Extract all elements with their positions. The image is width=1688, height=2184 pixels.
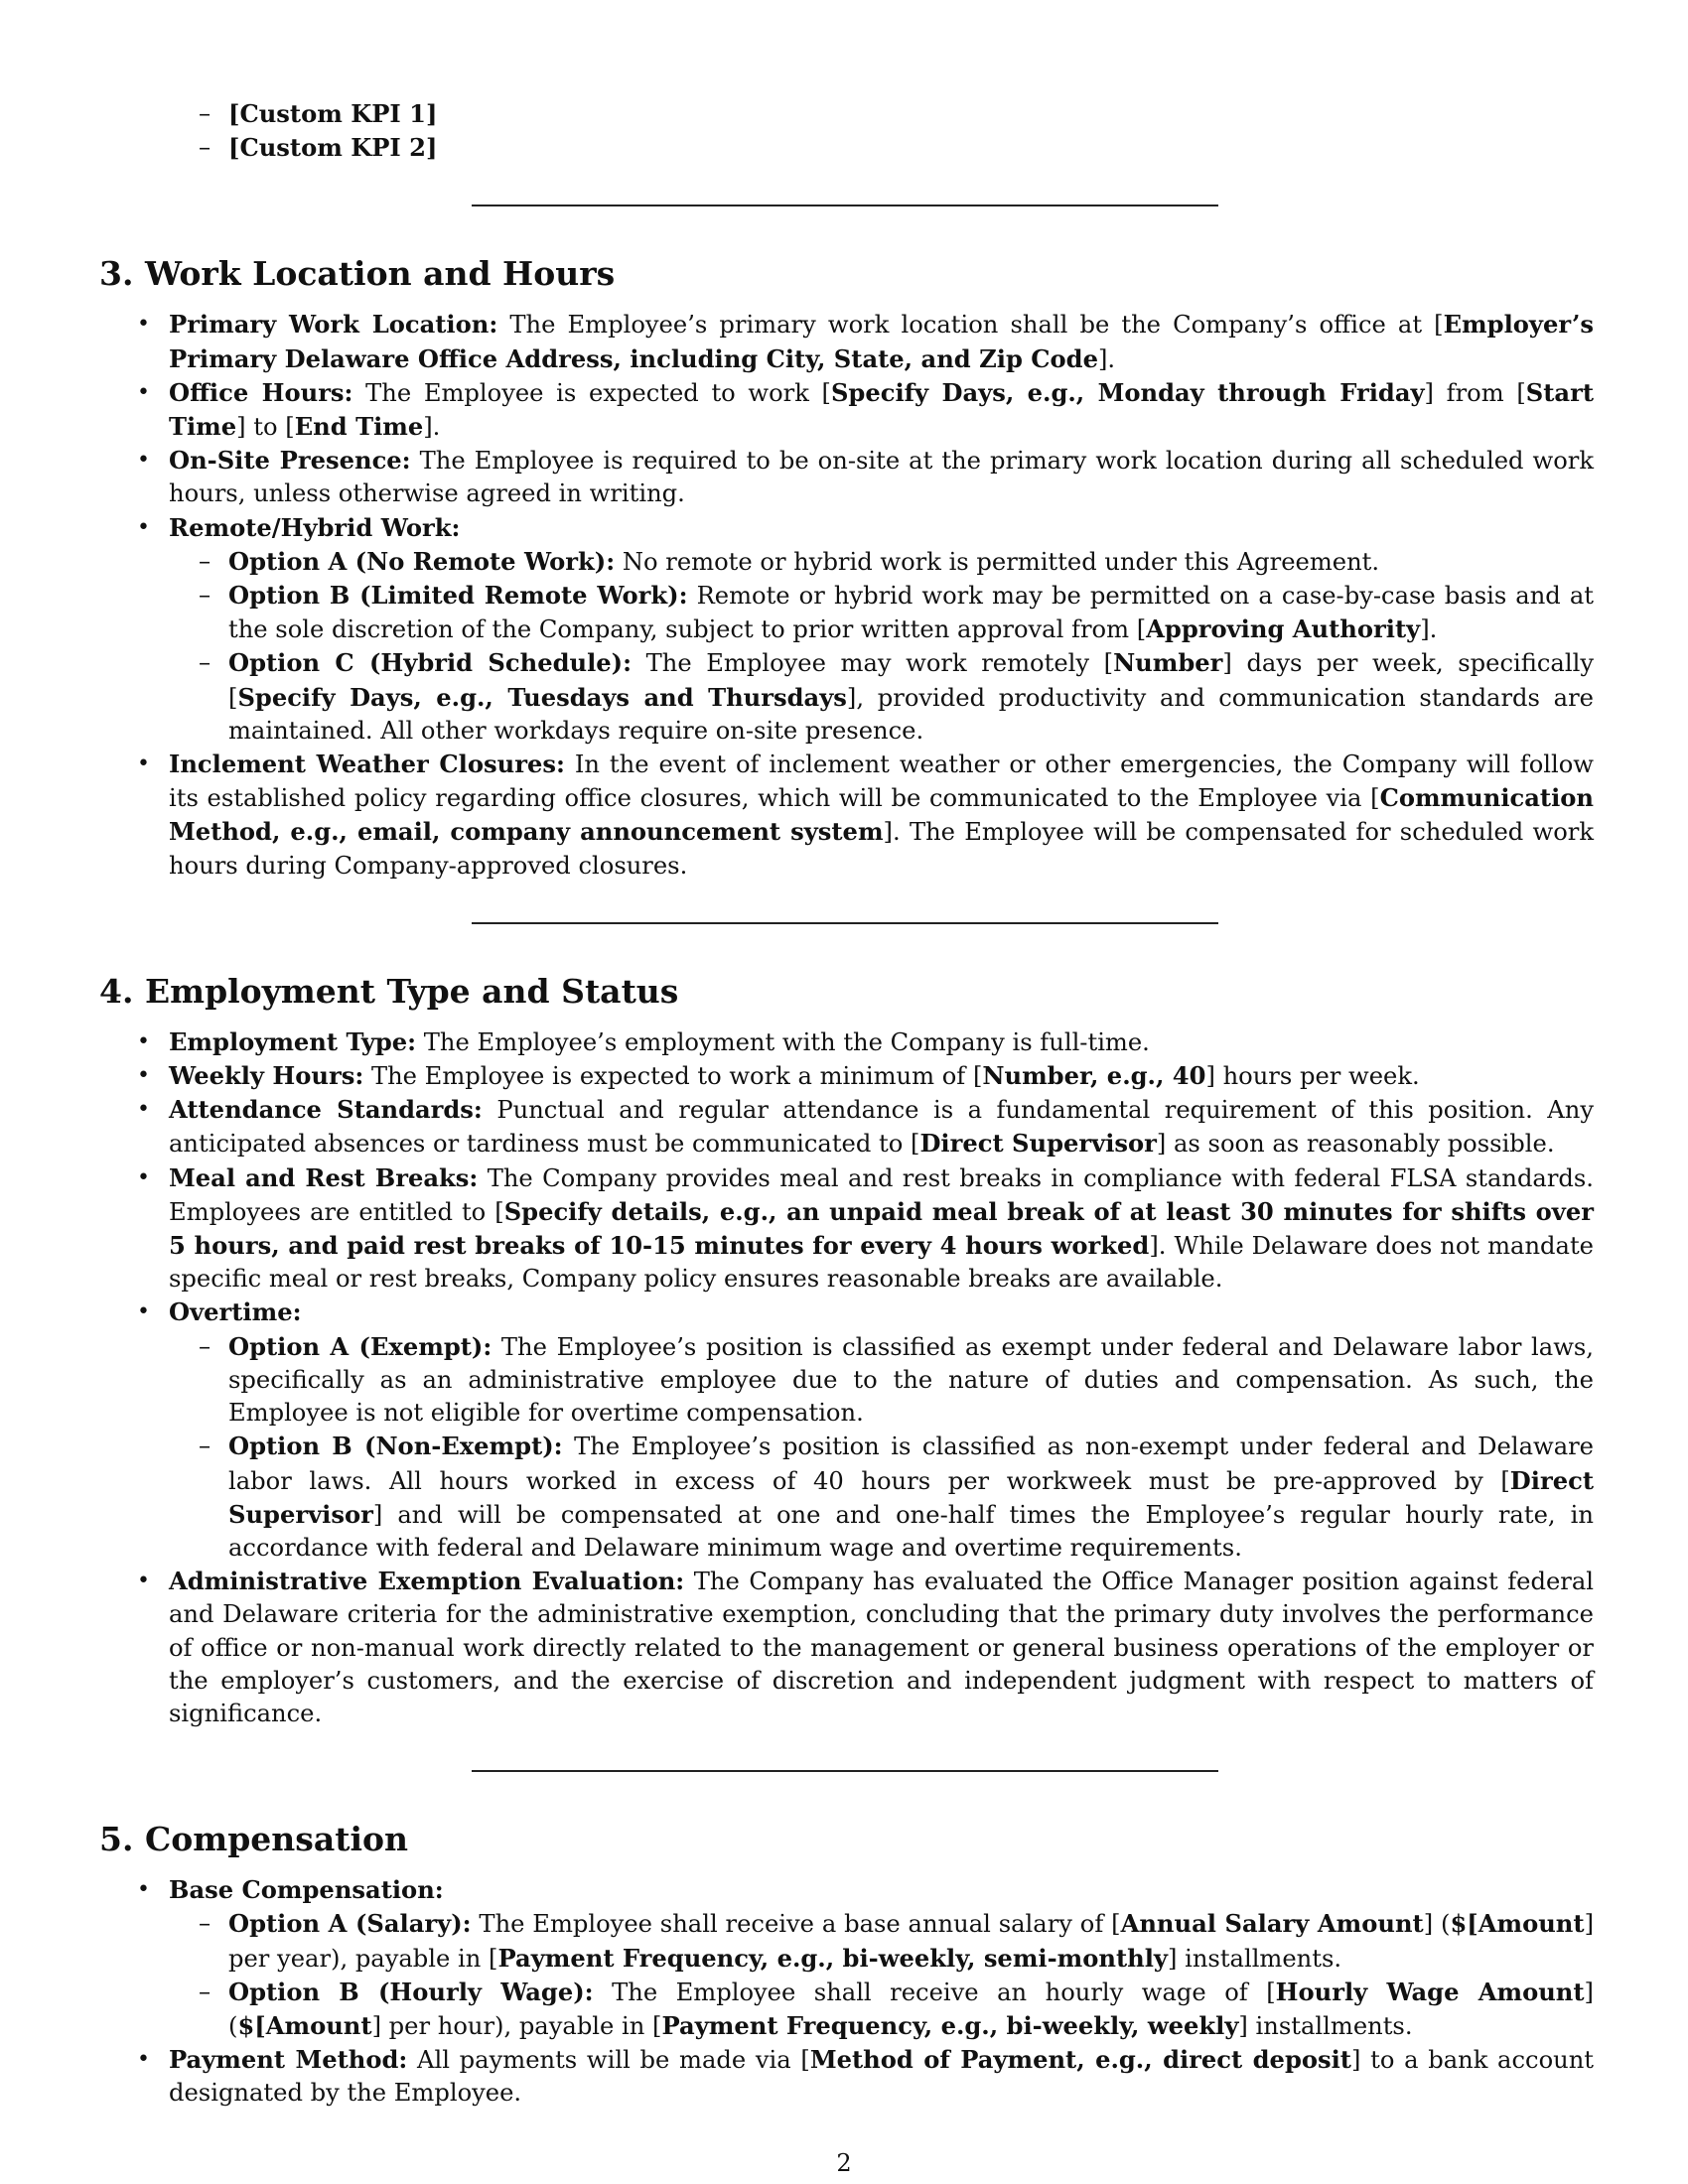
bold-text: Option B (Limited Remote Work):	[228, 581, 688, 611]
section-divider	[472, 205, 1218, 206]
list-item	[99, 2043, 1594, 2110]
list-item	[99, 511, 1594, 748]
list-item	[99, 376, 1594, 444]
text: In the event of inclement weather or other emergencies, the Company will follow its established policy regarding office closures, which will be communicated to the Employee via [	[169, 751, 1594, 813]
bold-text: Specify details, e.g., an unpaid meal break of at least 30 minutes for shifts over 5 hours, and paid rest breaks of 10-15 minutes for every 4 hours worked	[169, 1196, 1594, 1261]
bold-text: [Custom KPI 1]	[228, 99, 438, 128]
bold-text: Payment Frequency, e.g., bi-weekly, semi-monthly	[497, 1943, 1168, 1973]
list-item	[99, 1873, 1594, 2043]
bold-text: Number, e.g., 40	[982, 1061, 1206, 1091]
text: The Employee shall receive a base annual salary of [	[471, 1910, 1121, 1939]
text: ] (	[228, 1978, 1594, 2040]
list-item	[169, 131, 1594, 165]
sub-list	[169, 1330, 1594, 1565]
text: The Employee’s position is classified as non-exempt under federal and Delaware labor laws. All hours worked in excess of 40 hours per workweek must be pre-approved by [	[228, 1433, 1594, 1495]
bold-text: Employer’s Primary Delaware Office Address, including City, State, and Zip Code	[169, 310, 1594, 373]
bold-text: Number	[1113, 648, 1223, 678]
text: ], provided productivity and communication standards are maintained. All other workdays require on-site presence.	[228, 683, 1594, 745]
list-item	[169, 646, 1594, 748]
list-item	[99, 748, 1594, 883]
bold-text: Start Time	[169, 377, 1594, 442]
list-item	[169, 545, 1594, 579]
text: All payments will be made via [	[407, 2046, 810, 2075]
text: 4.	[99, 971, 134, 1011]
text: 5.	[99, 1820, 134, 1859]
bold-text: Administrative Exemption Evaluation:	[169, 1567, 685, 1596]
bold-text: Remote/Hybrid Work:	[169, 512, 461, 542]
list-item	[99, 1565, 1594, 1730]
bold-text: Direct Supervisor	[228, 1465, 1594, 1529]
text: ] days per week, specifically [	[228, 649, 1594, 712]
sub-list	[169, 545, 1594, 748]
text: ].	[1097, 344, 1116, 373]
text: Employment Type and Status	[145, 971, 679, 1011]
bold-text: Weekly Hours:	[169, 1061, 364, 1091]
kpi-list	[169, 97, 1594, 165]
bold-text: Base Compensation:	[169, 1875, 444, 1905]
bold-text: Office Hours:	[169, 377, 353, 407]
text: ] (	[1423, 1910, 1451, 1939]
bold-text: Communication Method, e.g., email, company announcement system	[169, 783, 1594, 847]
text: Compensation	[145, 1820, 408, 1859]
section-heading	[99, 1820, 1594, 1859]
bold-text: $[Amount	[1450, 1909, 1585, 1939]
bold-text: [Custom KPI 2]	[228, 133, 438, 163]
bold-text: Attendance Standards:	[169, 1095, 483, 1125]
bold-text: Hourly Wage Amount	[1275, 1977, 1585, 2006]
text: The Employee is expected to work [	[352, 378, 831, 407]
bold-text: Employment Type:	[169, 1026, 417, 1056]
section-3-list	[99, 308, 1594, 882]
bold-text: Primary Work Location:	[169, 310, 498, 340]
text: ] per hour), payable in [	[371, 2011, 662, 2040]
page-content	[99, 97, 1594, 2111]
list-item	[99, 1025, 1594, 1059]
bold-text: Specify Days, e.g., Monday through Friday	[830, 377, 1425, 407]
list-item	[99, 1059, 1594, 1093]
list-item	[99, 1093, 1594, 1160]
section-divider	[472, 922, 1218, 924]
text: The Employee may work remotely [	[632, 649, 1114, 678]
section-5-list	[99, 1873, 1594, 2110]
bold-text: Option B (Non-Exempt):	[228, 1432, 563, 1461]
page-number: 2	[836, 2149, 852, 2177]
bold-text: Meal and Rest Breaks:	[169, 1162, 479, 1192]
bold-text: Inclement Weather Closures:	[169, 750, 565, 779]
text: ] from [	[1424, 378, 1526, 407]
text: ] per year), payable in [	[228, 1910, 1595, 1973]
bold-text: Specify Days, e.g., Tuesdays and Thursdays	[237, 682, 847, 712]
list-item	[169, 579, 1594, 646]
bold-text: On-Site Presence:	[169, 446, 411, 476]
text: The Employee is required to be on-site at the primary work location during all scheduled work hours, unless otherwise agreed in writing.	[169, 447, 1594, 508]
bold-text: Annual Salary Amount	[1120, 1909, 1424, 1939]
text: ] to a bank account designated by the Employee.	[169, 2046, 1595, 2108]
text: The Company has evaluated the Office Manager position against federal and Delaware criteria for the administrative exemption, concluding that the primary duty involves the performance of office or non-manual work directly related to the management or general business operations of the employer or the employer’s customers, and the exercise of discretion and independent judgment with respect to matters of significance.	[169, 1568, 1594, 1727]
list-item	[169, 97, 1594, 131]
list-item	[169, 1907, 1594, 1975]
bold-text: $[Amount	[237, 2010, 372, 2040]
bold-text: Option C (Hybrid Schedule):	[228, 648, 633, 678]
list-item	[99, 1161, 1594, 1297]
text: 3.	[99, 254, 134, 294]
bold-text: Option B (Hourly Wage):	[228, 1977, 594, 2006]
list-item	[99, 1296, 1594, 1565]
text: ] installments.	[1238, 2011, 1413, 2040]
text: ]. While Delaware does not mandate specific meal or rest breaks, Company policy ensures reasonable breaks are available.	[169, 1232, 1594, 1294]
bold-text: Option A (Salary):	[228, 1909, 472, 1939]
bold-text: Method of Payment, e.g., direct deposit	[809, 2045, 1351, 2075]
text: ] to [	[236, 413, 295, 442]
bold-text: Approving Authority	[1146, 614, 1421, 644]
text: The Employee’s primary work location shall be the Company’s office at [	[497, 311, 1444, 340]
bold-text: Option A (Exempt):	[228, 1331, 492, 1361]
section-heading	[99, 254, 1594, 294]
text: ].	[423, 413, 441, 442]
text: The Employee’s employment with the Company is full-time.	[416, 1027, 1150, 1056]
text: ] hours per week.	[1205, 1062, 1420, 1091]
text: ] and will be compensated at one and one-half times the Employee’s regular hourly rate, in accordance with federal and Delaware minimum wage and overtime requirements.	[228, 1500, 1594, 1562]
list-item	[99, 444, 1594, 510]
text: No remote or hybrid work is permitted under this Agreement.	[615, 547, 1380, 576]
text: ] as soon as reasonably possible.	[1156, 1130, 1555, 1159]
text: ]. The Employee will be compensated for scheduled work hours during Company-approved closures.	[169, 818, 1594, 880]
text: ].	[1420, 615, 1438, 644]
section-4-list	[99, 1025, 1594, 1730]
bold-text: Payment Method:	[169, 2045, 408, 2075]
bold-text: Direct Supervisor	[919, 1129, 1157, 1159]
bold-text: Option A (No Remote Work):	[228, 546, 616, 576]
text: The Company provides meal and rest breaks in compliance with federal FLSA standards. Employees are entitled to [	[169, 1163, 1594, 1226]
list-item	[169, 1430, 1594, 1565]
list-item	[169, 1330, 1594, 1431]
text: The Employee’s position is classified as exempt under federal and Delaware labor laws, specifically as an administrative employee due to the nature of duties and compensation. As such, the Employee is not eligible for overtime compensation.	[228, 1332, 1594, 1428]
list-item	[169, 1976, 1594, 2043]
bold-text: Overtime:	[169, 1297, 302, 1327]
bold-text: End Time	[294, 412, 424, 442]
text: The Employee shall receive an hourly wage of [	[593, 1978, 1276, 2006]
text: Punctual and regular attendance is a fundamental requirement of this position. Any anticipated absences or tardiness must be communicated to [	[169, 1096, 1594, 1159]
text: Remote or hybrid work may be permitted on a case-by-case basis and at the sole discretion of the Company, subject to prior written approval from [	[228, 582, 1594, 644]
section-divider	[472, 1770, 1218, 1772]
text: ] installments.	[1167, 1944, 1342, 1973]
list-item	[99, 308, 1594, 375]
text: Work Location and Hours	[145, 254, 616, 294]
sub-list	[169, 1907, 1594, 2043]
section-heading	[99, 972, 1594, 1012]
bold-text: Payment Frequency, e.g., bi-weekly, weekly	[661, 2010, 1239, 2040]
text: The Employee is expected to work a minimum of [	[363, 1062, 983, 1091]
